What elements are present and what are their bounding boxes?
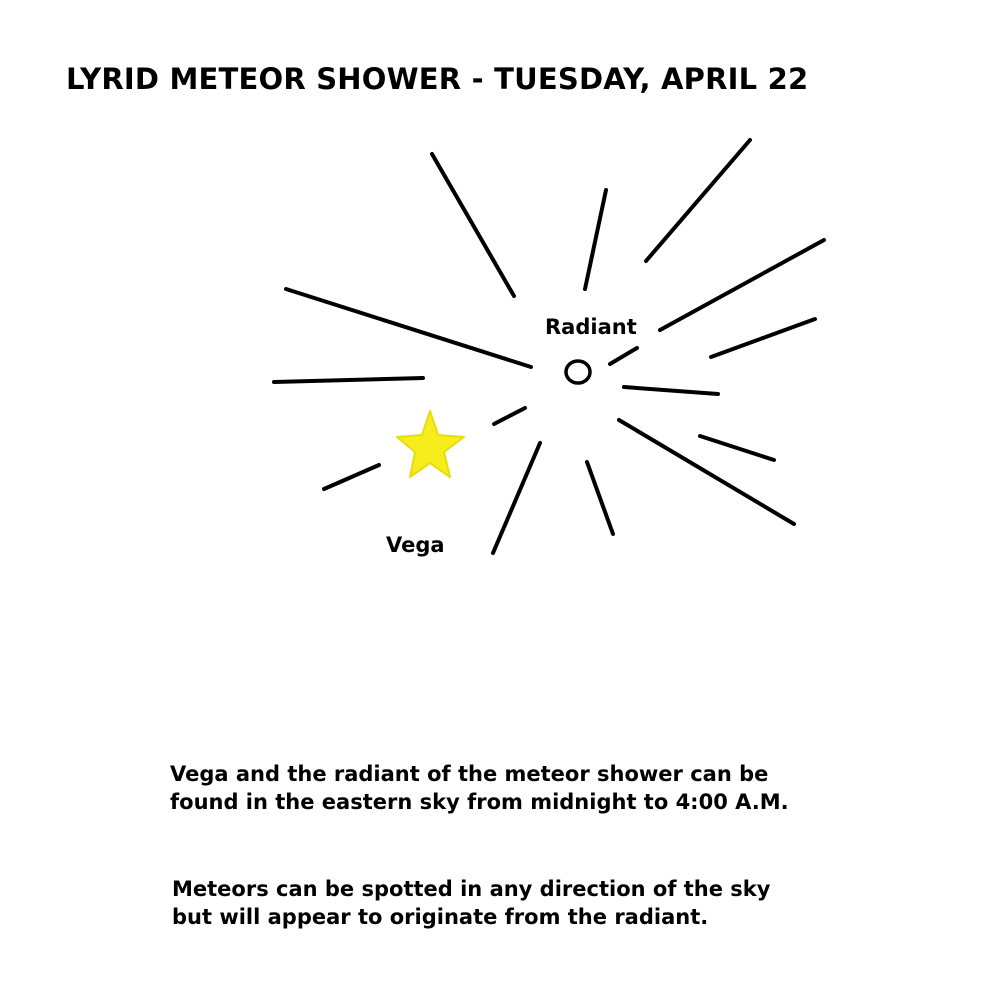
note-line: but will appear to originate from the radiant.	[172, 905, 709, 929]
meteor-streak	[619, 420, 794, 524]
meteor-streak	[286, 289, 531, 367]
meteor-streak	[700, 436, 774, 460]
meteor-streak	[660, 240, 824, 330]
meteor-streak	[432, 154, 514, 296]
meteor-streak	[493, 443, 540, 553]
radiant-circle-icon	[566, 361, 590, 383]
meteor-streak	[646, 140, 750, 261]
meteor-streak	[711, 319, 815, 357]
direction-note	[172, 875, 932, 931]
meteor-streak	[587, 462, 613, 534]
meteor-streak	[274, 378, 423, 382]
radiant-label: Radiant	[545, 315, 637, 339]
meteor-streak	[324, 465, 379, 489]
star-icon	[397, 411, 464, 477]
note-line: Meteors can be spotted in any direction of the sky	[172, 877, 771, 901]
note-line: Vega and the radiant of the meteor shower can be	[170, 762, 769, 786]
page-title: LYRID METEOR SHOWER - TUESDAY, APRIL 22	[66, 62, 809, 96]
note-line: found in the eastern sky from midnight to 4:00 A.M.	[170, 790, 789, 814]
viewing-time-note	[170, 760, 930, 816]
meteor-streaks	[274, 140, 824, 553]
vega-label: Vega	[386, 533, 445, 557]
meteor-streak	[610, 348, 637, 364]
meteor-streak	[624, 387, 718, 394]
meteor-streak	[494, 408, 525, 424]
meteor-streak	[585, 190, 606, 289]
